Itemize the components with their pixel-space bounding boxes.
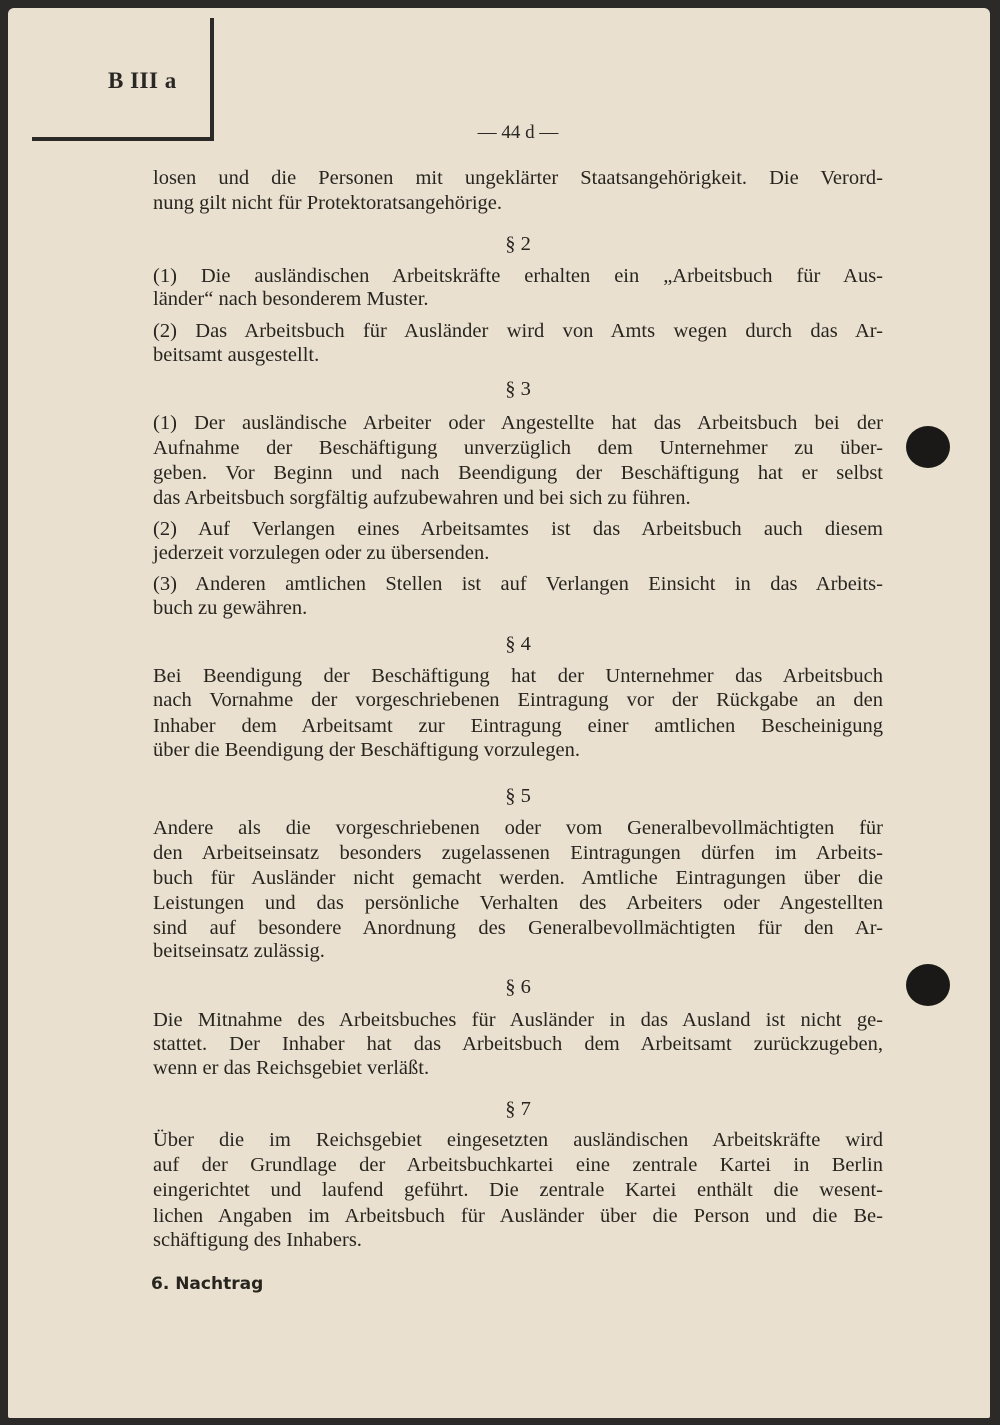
document-page (8, 8, 990, 1418)
text-line: eingerichtet und laufend geführt. Die zentrale Kartei enthält die wesent- (153, 1179, 883, 1201)
page-number: — 44 d — (477, 122, 559, 143)
footer-supplement-label: 6. Nachtrag (151, 1274, 264, 1294)
paragraph-heading: § 4 (505, 633, 531, 655)
punch-hole (906, 426, 950, 468)
paragraph-heading: § 5 (505, 785, 531, 807)
text-line: beitseinsatz zulässig. (153, 940, 325, 962)
text-line: buch für Ausländer nicht gemacht werden. Amtliche Eintragungen über die (153, 867, 883, 889)
text-line: beitsamt ausgestellt. (153, 344, 320, 366)
paragraph-heading: § 2 (505, 233, 531, 255)
text-line: das Arbeitsbuch sorgfältig aufzubewahren und bei sich zu führen. (153, 487, 691, 509)
header-box-vertical-rule (210, 18, 214, 140)
paragraph-heading: § 6 (505, 976, 531, 998)
paragraph-heading: § 7 (505, 1098, 531, 1120)
text-line: buch zu gewähren. (153, 597, 308, 619)
text-line: (1) Die ausländischen Arbeitskräfte erhalten ein „Arbeitsbuch für Aus- (153, 265, 883, 287)
text-line: lichen Angaben im Arbeitsbuch für Ausländer über die Person und die Be- (153, 1205, 883, 1227)
text-line: geben. Vor Beginn und nach Beendigung der Beschäftigung hat er selbst (153, 462, 883, 484)
text-line: Über die im Reichsgebiet eingesetzten ausländischen Arbeitskräfte wird (153, 1129, 883, 1151)
text-line: Bei Beendigung der Beschäftigung hat der Unternehmer das Arbeitsbuch (153, 665, 883, 687)
header-box-horizontal-rule (32, 137, 214, 141)
text-line: auf der Grundlage der Arbeitsbuchkartei eine zentrale Kartei in Berlin (153, 1154, 883, 1176)
paragraph-heading: § 3 (505, 378, 531, 400)
text-line: (2) Das Arbeitsbuch für Ausländer wird von Amts wegen durch das Ar- (153, 320, 883, 342)
text-line: über die Beendigung der Beschäftigung vorzulegen. (153, 739, 580, 761)
text-line: losen und die Personen mit ungeklärter Staatsangehörigkeit. Die Verord- (153, 167, 883, 189)
text-line: schäftigung des Inhabers. (153, 1229, 362, 1251)
text-line: Andere als die vorgeschriebenen oder vom Generalbevollmächtigten für (153, 817, 883, 839)
section-label: B III a (108, 68, 177, 93)
text-line: (1) Der ausländische Arbeiter oder Angestellte hat das Arbeitsbuch bei der (153, 412, 883, 434)
text-line: den Arbeitseinsatz besonders zugelassenen Eintragungen dürfen im Arbeits- (153, 842, 883, 864)
text-line: Die Mitnahme des Arbeitsbuches für Ausländer in das Ausland ist nicht ge- (153, 1009, 883, 1031)
text-line: (3) Anderen amtlichen Stellen ist auf Verlangen Einsicht in das Arbeits- (153, 573, 883, 595)
text-line: stattet. Der Inhaber hat das Arbeitsbuch dem Arbeitsamt zurückzugeben, (153, 1033, 883, 1055)
text-line: Leistungen und das persönliche Verhalten des Arbeiters oder Angestellten (153, 892, 883, 914)
text-line: sind auf besondere Anordnung des Generalbevollmächtigten für den Ar- (153, 917, 883, 939)
text-line: wenn er das Reichsgebiet verläßt. (153, 1057, 430, 1079)
text-line: nach Vornahme der vorgeschriebenen Eintragung vor der Rückgabe an den (153, 689, 883, 711)
text-line: länder“ nach besonderem Muster. (153, 288, 429, 310)
text-line: Aufnahme der Beschäftigung unverzüglich dem Unternehmer zu über- (153, 437, 883, 459)
text-line: nung gilt nicht für Protektoratsangehörige. (153, 192, 502, 214)
text-line: Inhaber dem Arbeitsamt zur Eintragung einer amtlichen Bescheinigung (153, 715, 883, 737)
text-line: (2) Auf Verlangen eines Arbeitsamtes ist das Arbeitsbuch auch diesem (153, 518, 883, 540)
text-line: jederzeit vorzulegen oder zu übersenden. (153, 542, 490, 564)
punch-hole (906, 964, 950, 1006)
